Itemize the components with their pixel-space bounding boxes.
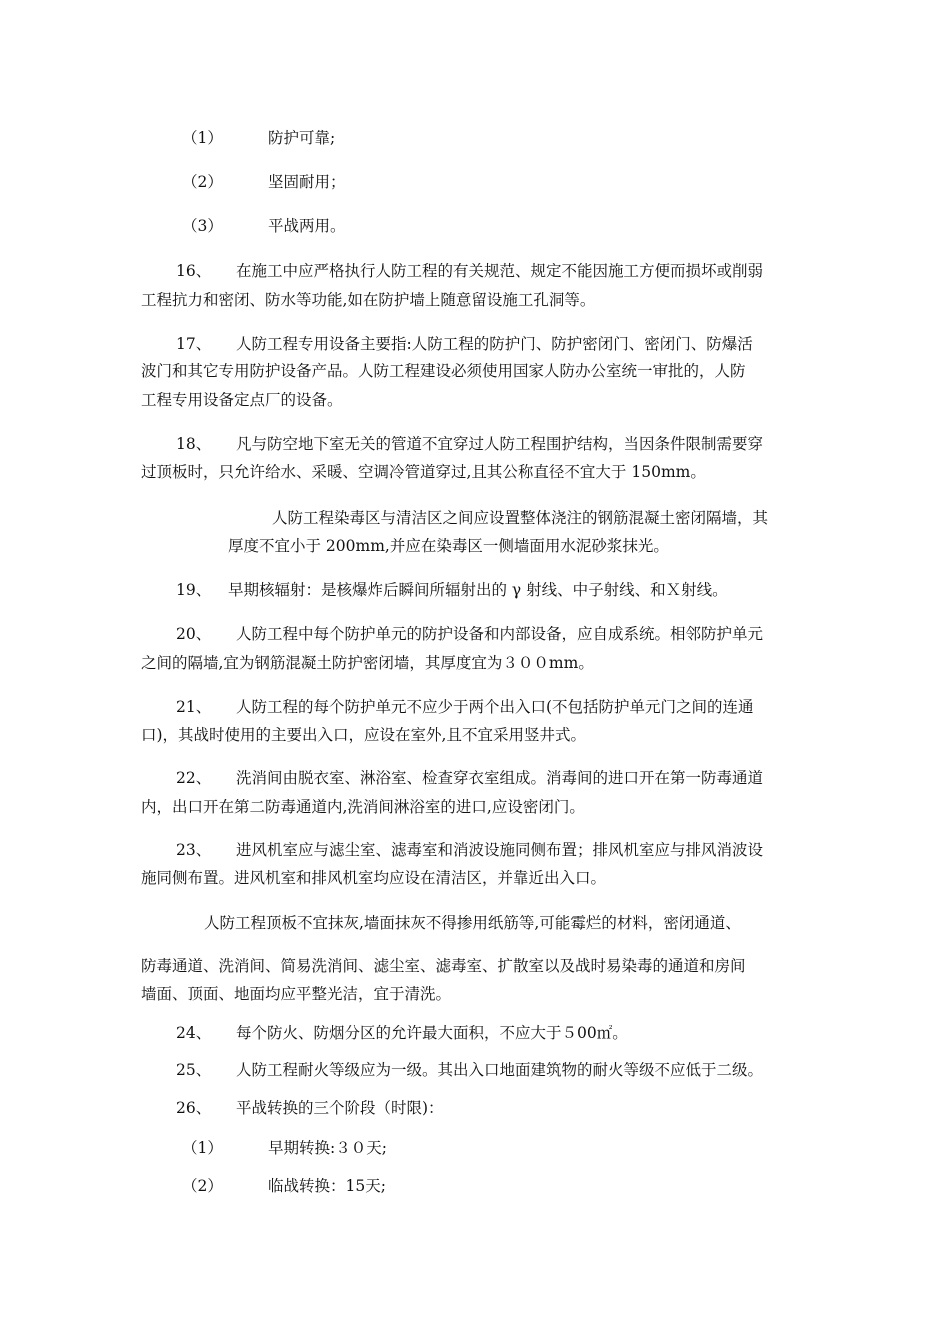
item-23-line-2: 施同侧布置。进风机室和排风机室均应设在清洁区，并靠近出入口。 <box>141 869 607 887</box>
item-20-line-2: 之间的隔墙,宜为钢筋混凝土防护密闭墙，其厚度宜为３００mm。 <box>141 654 594 672</box>
item-24-line-1: 每个防火、防烟分区的允许最大面积，不应大于５00㎡。 <box>236 1024 628 1042</box>
sub-item-number: （2） <box>182 173 223 191</box>
item-number-22: 22、 <box>176 769 212 787</box>
paragraph-2-line-3: 墙面、顶面、地面均应平整光洁，宜于清洗。 <box>141 985 452 1003</box>
paragraph-1-line-1: 人防工程染毒区与清洁区之间应设置整体浇注的钢筋混凝土密闭隔墙，其 <box>272 509 769 527</box>
item-number-25: 25、 <box>176 1061 212 1079</box>
item-17-line-2: 波门和其它专用防护设备产品。人防工程建设必须使用国家人防办公室统一审批的，人防 <box>141 362 746 380</box>
sub-item-text: 早期转换:３０天; <box>268 1139 387 1157</box>
item-number-26: 26、 <box>176 1099 212 1117</box>
item-16-line-1: 在施工中应严格执行人防工程的有关规范、规定不能因施工方便而损坏或削弱 <box>236 262 764 280</box>
sub-item-number: （1） <box>182 1139 223 1157</box>
item-number-19: 19、 <box>176 581 212 599</box>
item-23-line-1: 进风机室应与滤尘室、滤毒室和消波设施同侧布置；排风机室应与排风消波设 <box>236 841 764 859</box>
item-number-24: 24、 <box>176 1024 212 1042</box>
paragraph-2-line-1: 人防工程顶板不宜抹灰,墙面抹灰不得掺用纸筋等,可能霉烂的材料，密闭通道、 <box>204 914 741 932</box>
sub-item-text: 坚固耐用； <box>268 173 346 191</box>
item-22-line-2: 内，出口开在第二防毒通道内,洗消间淋浴室的进口,应设密闭门。 <box>141 798 585 816</box>
item-number-21: 21、 <box>176 698 212 716</box>
item-18-line-1: 凡与防空地下室无关的管道不宜穿过人防工程围护结构，当因条件限制需要穿 <box>236 435 764 453</box>
item-number-20: 20、 <box>176 625 212 643</box>
item-22-line-1: 洗消间由脱衣室、淋浴室、检查穿衣室组成。消毒间的进口开在第一防毒通道 <box>236 769 764 787</box>
item-number-18: 18、 <box>176 435 212 453</box>
item-18-line-2: 过顶板时，只允许给水、采暖、空调冷管道穿过,且其公称直径不宜大于 150mm。 <box>141 463 706 481</box>
item-25-line-1: 人防工程耐火等级应为一级。其出入口地面建筑物的耐火等级不应低于二级。 <box>236 1061 764 1079</box>
item-number-23: 23、 <box>176 841 212 859</box>
sub-item-number: （3） <box>182 217 223 235</box>
sub-item-number: （1） <box>182 129 223 147</box>
sub-item-text: 临战转换：15天; <box>268 1177 386 1195</box>
item-21-line-2: 口)，其战时使用的主要出入口，应设在室外,且不宜采用竖井式。 <box>141 726 586 744</box>
item-number-17: 17、 <box>176 335 212 353</box>
item-20-line-1: 人防工程中每个防护单元的防护设备和内部设备，应自成系统。相邻防护单元 <box>236 625 764 643</box>
sub-item-text: 防护可靠; <box>268 129 336 147</box>
paragraph-1-line-2: 厚度不宜小于 200mm,并应在染毒区一侧墙面用水泥砂浆抹光。 <box>228 537 669 555</box>
item-26-line-1: 平战转换的三个阶段（时限)： <box>236 1099 444 1117</box>
item-16-line-2: 工程抗力和密闭、防水等功能,如在防护墙上随意留设施工孔洞等。 <box>141 291 596 309</box>
item-17-line-3: 工程专用设备定点厂的设备。 <box>141 391 343 409</box>
item-21-line-1: 人防工程的每个防护单元不应少于两个出入口(不包括防护单元门之间的连通 <box>236 698 754 716</box>
sub-item-number: （2） <box>182 1177 223 1195</box>
item-17-line-1: 人防工程专用设备主要指:人防工程的防护门、防护密闭门、密闭门、防爆活 <box>236 335 753 353</box>
item-19-line-1: 早期核辐射：是核爆炸后瞬间所辐射出的 γ 射线、中子射线、和Ｘ射线。 <box>228 581 728 599</box>
paragraph-2-line-2: 防毒通道、洗消间、简易洗消间、滤尘室、滤毒室、扩散室以及战时易染毒的通道和房间 <box>141 957 746 975</box>
sub-item-text: 平战两用。 <box>268 217 346 235</box>
item-number-16: 16、 <box>176 262 212 280</box>
